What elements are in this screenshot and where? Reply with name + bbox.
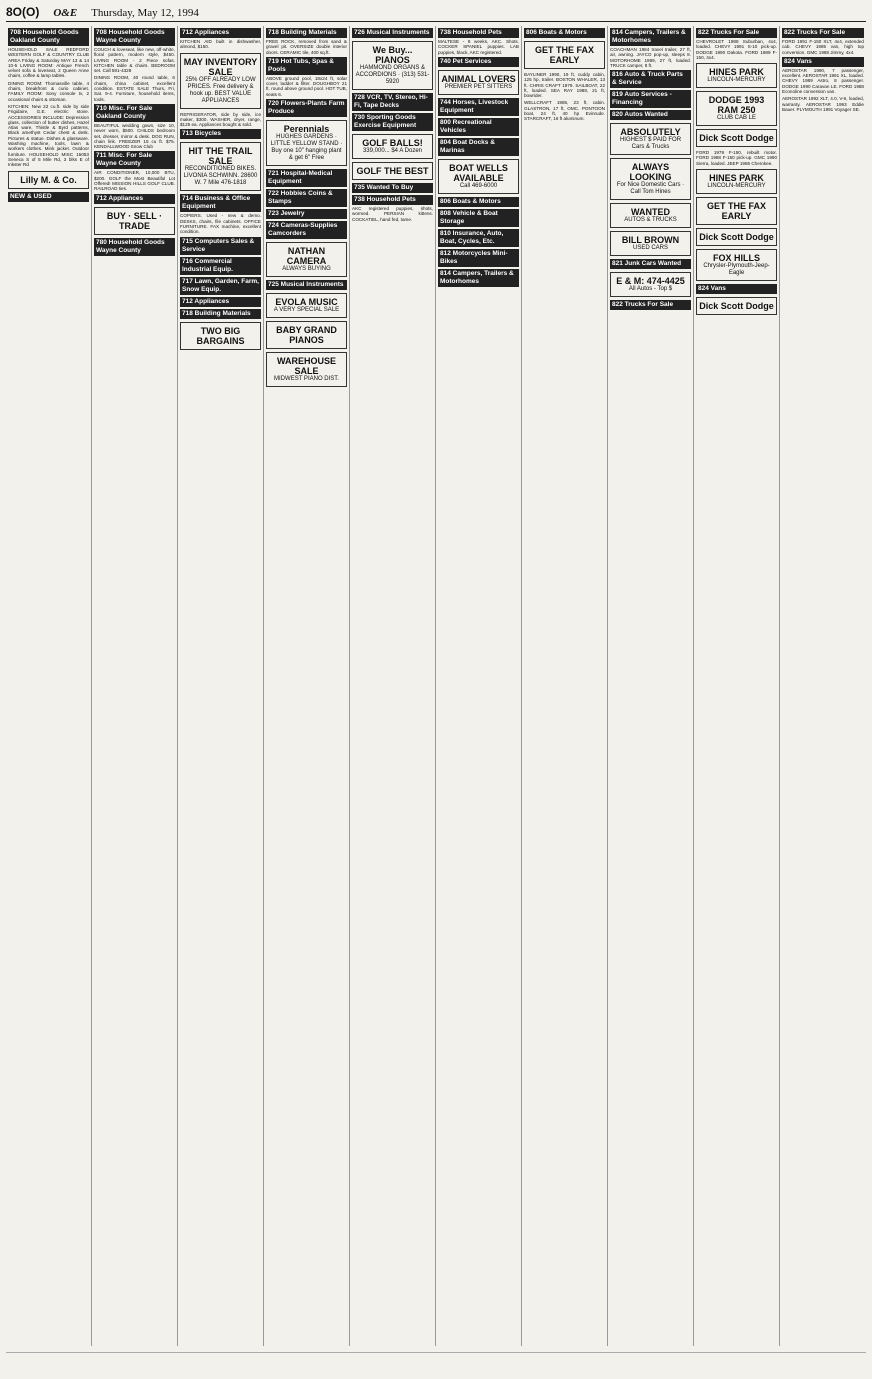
display-ad-subtext: HUGHES GARDENS · LITTLE YELLOW STAND · Buy one 10" hanging plant & get 6" Free [270, 134, 343, 162]
display-ad-headline: Perennials [283, 124, 330, 135]
section-heading: 735 Wanted To Buy [352, 183, 433, 193]
display-ad-headline: HINES PARK [709, 173, 764, 184]
classified-column [178, 26, 264, 1346]
display-ad-headline: WAREHOUSE SALE [276, 356, 336, 377]
display-ad-box [610, 123, 691, 155]
display-ad-headline: Lilly M. & Co. [20, 174, 77, 185]
display-ad-headline: ALWAYS LOOKING [629, 162, 672, 183]
section-heading: 717 Lawn, Garden, Farm, Snow Equip. [180, 277, 261, 295]
classified-ad: REFRIGERATOR, side by side, ice maker, $300. WASHER, dryer, range, $125 ea. Appliances bought & sold. [180, 111, 261, 128]
classified-column [436, 26, 522, 1346]
section-heading: 712 Appliances [180, 28, 261, 38]
display-ad-headline: ANIMAL LOVERS [441, 73, 516, 84]
display-ad-subtext: 339,000... $4 A Dozen [362, 148, 423, 154]
display-ad-headline: E & M: 474-4425 [616, 276, 685, 287]
display-ad-box [352, 41, 433, 90]
display-ad-box [266, 293, 347, 318]
section-heading: 716 Commercial Industrial Equip. [180, 257, 261, 275]
display-ad-subtext: AUTOS & TRUCKS [624, 217, 677, 224]
display-ad-headline: HINES PARK [709, 67, 764, 78]
classified-ad: FORD 1991 F-150 XLT, 4x4, extended cab. CHEVY 1985 van, high top conversion. GMC 1988 Jimmy, 4x4. [782, 39, 864, 55]
classified-column [92, 26, 178, 1346]
section-heading: 738 Household Pets [438, 28, 519, 38]
display-ad-box [180, 142, 261, 191]
display-ad-box [696, 297, 777, 315]
classified-ad: AIR CONDITIONER, 10,000 BTU, $200. GOLF the Most Beautiful Lot Offered! MISSION HILLS GOLF CLUB. RAILROAD ties. [94, 170, 175, 192]
classified-column [522, 26, 608, 1346]
classified-ad: WELLCRAFT 1985, 23 ft, cabin. GLASTRON, 17 ft, OMC. PONTOON boat, 24 ft, 40 hp Evinrude. STARCRAFT, 16 ft aluminum. [524, 100, 605, 122]
display-ad-headline: HIT THE TRAIL SALE [188, 146, 253, 167]
display-ad-headline: MAY INVENTORY SALE [183, 56, 258, 77]
display-ad-subtext: USED CARS [632, 245, 668, 252]
display-ad-box [696, 63, 777, 88]
section-heading: 814 Campers, Trailers & Motorhomes [610, 28, 691, 46]
classified-ad: KITCHEN: New 22 cu.ft. side by side Frigidaire, G.E. electric stove. ACCESSORIES INCLUDE: Depression glass, collection of butter dishes, Hazel Atlas ware, Thistle & Byrd patterns, Black amethyst Cedar chest & desk. Pictures & statue. Dishes & glassware. Washing machine, tools, lawn & workers clothes. Mink jacket. Outdoor furniture. HOUSEHOLD MISC 15053 Seneca S of 5 Mile Rd, 3 blks E of Inkster Rd [8, 103, 89, 168]
section-heading: 730 Sporting Goods Exercise Equipment [352, 113, 433, 131]
classified-ad: DINING ROOM, 40 round table, 6 chairs, china cabinet, excellent condition. ESTATE SALE Thurs, Fri, Sat. 9-4. Furniture, household items, tools. [94, 75, 175, 102]
section-heading: 822 Trucks For Sale [610, 300, 691, 310]
section-heading: 816 Auto & Truck Parts & Service [610, 70, 691, 88]
section-heading: 711 Misc. For Sale Wayne County [94, 151, 175, 169]
display-ad-headline: DODGE 1993 RAM 250 [708, 95, 765, 116]
display-ad-subtext: Chrysler-Plymouth-Jeep-Eagle [703, 263, 770, 277]
classified-column [780, 26, 866, 1346]
display-ad-subtext: PREMIER PET SITTERS [444, 83, 513, 90]
classified-ad: COPIERS. Used - new & demo. DESKS, chairs, file cabinets. OFFICE FURNITURE. FAX machine, excellent condition. [180, 213, 261, 235]
display-ad-box [696, 228, 777, 246]
display-ad-subtext: 25% OFF ALREADY LOW PRICES. Free delivery & hook up. BEST VALUE APPLIANCES [185, 76, 256, 104]
display-ad-box [610, 272, 691, 297]
section-heading: 720 Flowers-Plants Farm Produce [266, 99, 347, 117]
page-footer [6, 1352, 866, 1373]
classified-ad: HOUSEHOLD SALE REDFORD WESTERN GOLF & COUNTRY CLUB AREA Friday & Saturday MAY 13 & 14 10-5 LIVING ROOM: Antique French velvet sofa & loveseat, 2 Queen Anne chairs, coffee & lamp tables. [8, 47, 89, 79]
classified-column [264, 26, 350, 1346]
page-header [6, 2, 866, 22]
classified-columns [6, 26, 866, 1346]
display-ad-subtext: ALWAYS BUYING [282, 266, 331, 273]
display-ad-box [524, 41, 605, 69]
classified-ad: CHEVROLET 1988 Suburban, 4x4, loaded. CHEVY 1991 S-10 pick-up. DODGE 1990 Dakota. FORD 1989 F-150, 4x4. [696, 39, 777, 60]
display-ad-box [94, 207, 175, 235]
display-ad-subtext: HAMMOND ORGANS & ACCORDIONS · (313) 531-5920 [355, 65, 430, 85]
classified-ad: KITCHEN AID built in dishwasher, almond, $150. [180, 39, 261, 50]
display-ad-box [610, 158, 691, 200]
display-ad-box [8, 171, 89, 189]
display-ad-box [696, 249, 777, 281]
display-ad-subtext: Call 469-6000 [459, 182, 498, 189]
section-heading: 822 Trucks For Sale [782, 28, 864, 38]
classified-ad: BEAUTIFUL wedding gown, size 10, never worn, $500. CHILDS bedroom set, dresser, mirror & desk. DOG RUN, chain link. FREEZER 15 cu ft. $75. KENDALLWOOD Snow Club [94, 122, 175, 150]
display-ad-box [610, 203, 691, 228]
section-heading: 821 Junk Cars Wanted [610, 259, 691, 269]
section-heading: 804 Boat Docks & Marinas [438, 138, 519, 156]
display-ad-box [438, 159, 519, 194]
display-ad-box [352, 134, 433, 159]
classified-ad: MALTESE - 8 weeks, AKC. Shots. COCKER SPANIEL puppies. LAB puppies, black, AKC registered. [438, 39, 519, 55]
display-ad-headline: ABSOLUTELY [620, 127, 681, 138]
publication-name: O&E [53, 7, 78, 19]
section-heading: 806 Boats & Motors [524, 28, 605, 38]
section-heading: 722 Hobbies Coins & Stamps [266, 189, 347, 207]
display-ad-box [266, 242, 347, 277]
section-heading: 724 Cameras-Supplies Camcorders [266, 221, 347, 239]
display-ad-box [696, 129, 777, 147]
section-heading: 708 Household Goods Wayne County [94, 28, 175, 46]
section-heading: 819 Auto Services - Financing [610, 90, 691, 108]
section-heading: 740 Pet Services [438, 57, 519, 67]
section-heading: 712 Appliances [180, 297, 261, 307]
display-ad-box [180, 53, 261, 109]
display-ad-headline: FOX HILLS [713, 253, 760, 264]
section-heading: 806 Boats & Motors [438, 197, 519, 207]
display-ad-headline: GOLF THE BEST [356, 166, 429, 176]
display-ad-headline: BILL BROWN [621, 235, 680, 246]
display-ad-subtext: RECONDITIONED BIKES. LIVONIA SCHWINN. 28600 W. 7 Mile 476-1818 [183, 166, 258, 187]
display-ad-headline: BOAT WELLS AVAILABLE [449, 162, 508, 183]
display-ad-subtext: All Autos - Top $ [628, 286, 673, 293]
section-heading: 824 Vans [782, 57, 864, 67]
display-ad-headline: GET THE FAX EARLY [706, 201, 766, 222]
section-heading: NEW & USED [8, 192, 89, 202]
section-heading: 723 Jewelry [266, 209, 347, 219]
section-heading: 725 Musical Instruments [266, 280, 347, 290]
section-heading: 822 Trucks For Sale [696, 28, 777, 38]
display-ad-headline: TWO BIG BARGAINS [196, 325, 245, 346]
display-ad-subtext: LINCOLN-MERCURY [707, 77, 766, 84]
display-ad-headline: BABY GRAND PIANOS [276, 325, 337, 346]
section-heading: 780 Household Goods Wayne County [94, 238, 175, 256]
section-heading: 714 Business & Office Equipment [180, 194, 261, 212]
display-ad-box [266, 120, 347, 166]
classified-ad: AKC registered puppies, shots, wormed. PERSIAN kittens. COCKATIEL, hand fed, tame. [352, 206, 433, 222]
display-ad-headline: Dick Scott Dodge [699, 133, 774, 144]
section-heading: 808 Vehicle & Boat Storage [438, 209, 519, 227]
classified-ad: FREE ROCK, removed from sand & gravel pit. OVERSIZE double interior doors. CERAMIC tile, 400 sq.ft. [266, 39, 347, 55]
display-ad-box [696, 91, 777, 126]
section-heading: 719 Hot Tubs, Spas & Pools [266, 57, 347, 75]
display-ad-headline: NATHAN CAMERA [286, 246, 327, 267]
classified-ad: AEROSTAR 1990, 7 passenger, excellent. AEROSTAR 1991 XL, loaded. CHEVY 1989 Astro, 8 passenger. DODGE 1990 Caravan LE. FORD 1988 Econoline conversion van. [782, 67, 864, 95]
display-ad-box [352, 162, 433, 180]
page-number: 8O(O) [6, 5, 40, 19]
display-ad-headline: Dick Scott Dodge [699, 301, 774, 312]
display-ad-headline: EVOLA MUSIC [275, 297, 338, 308]
display-ad-headline: BUY · SELL · TRADE [106, 210, 163, 231]
section-heading: 738 Household Pets [352, 195, 433, 205]
display-ad-box [696, 169, 777, 194]
section-heading: 713 Bicycles [180, 129, 261, 139]
section-heading: 728 VCR, TV, Stereo, Hi-Fi, Tape Decks [352, 93, 433, 111]
classified-column [6, 26, 92, 1346]
publication-date: Thursday, May 12, 1994 [91, 7, 199, 19]
section-heading: 718 Building Materials [266, 28, 347, 38]
display-ad-subtext: CLUB CAB LE [716, 115, 756, 122]
classified-column [350, 26, 436, 1346]
display-ad-box [266, 352, 347, 387]
section-heading: 824 Vans [696, 284, 777, 294]
section-heading: 726 Musical Instruments [352, 28, 433, 38]
section-heading: 800 Recreational Vehicles [438, 118, 519, 136]
display-ad-subtext: MIDWEST PIANO DIST. [274, 376, 339, 383]
classified-ad: COUCH & loveseat, like new, off-white, floral pattern, modern style, $450. LIVING ROOM - 2 Piece sofas. KITCHEN table & chairs. BEDROOM set. Call 591-4328 [94, 47, 175, 74]
display-ad-headline: GET THE FAX EARLY [534, 45, 594, 65]
section-heading: 820 Autos Wanted [610, 110, 691, 120]
classified-column [608, 26, 694, 1346]
display-ad-headline: GOLF BALLS! [362, 138, 423, 148]
section-heading: 718 Building Materials [180, 309, 261, 319]
section-heading: 721 Hospital-Medical Equipment [266, 169, 347, 187]
display-ad-box [610, 231, 691, 256]
section-heading: 744 Horses, Livestock Equipment [438, 98, 519, 116]
classified-ad: BAYLINER 1990, 19 ft, cuddy cabin, 125 hp, trailer. BOSTON WHALER, 13 ft. CHRIS CRAFT 1979. SAILBOAT, 22 ft, loaded. SEA RAY 1988, 21 ft, bowrider. [524, 72, 605, 99]
classified-ad: COACHMAN 1984 travel trailer, 27 ft, air, awning. JAYCO pop-up, sleeps 8. MOTORHOME 1989, 27 ft, loaded. TRUCK camper, 8 ft. [610, 47, 691, 68]
display-ad-box [438, 70, 519, 95]
display-ad-headline: Dick Scott Dodge [699, 232, 774, 243]
section-heading: 708 Household Goods Oakland County [8, 28, 89, 46]
display-ad-subtext: A VERY SPECIAL SALE [273, 307, 340, 314]
display-ad-box [180, 322, 261, 350]
section-heading: 812 Motorcycles Mini-Bikes [438, 249, 519, 267]
section-heading: 710 Misc. For Sale Oakland County [94, 104, 175, 122]
display-ad-subtext: HIGHEST $ PAID FOR Cars & Trucks [619, 137, 682, 151]
classified-column [694, 26, 780, 1346]
classified-ad: ABOVE ground pool, 18x24 ft, solar cover, ladder & filter. DOUGHBOY 21 ft. round above ground pool. HOT TUB, seats 6. [266, 75, 347, 97]
display-ad-subtext: LINCOLN-MERCURY [707, 183, 766, 190]
display-ad-headline: We Buy... PIANOS [372, 45, 413, 65]
classified-ad: AEROSTAR 1992 XLT, 4.0, V-6, loaded, warranty. AEROSTAR 1993 Eddie Bauer. PLYMOUTH 1991 Voyager SE. [782, 96, 864, 112]
section-heading: 810 Insurance, Auto, Boat, Cycles, Etc. [438, 229, 519, 247]
section-heading: 712 Appliances [94, 194, 175, 204]
classified-ad: FORD 1979 F-150, rebuilt motor. FORD 1988 F-150 pick-up. GMC 1990 Sierra, loaded. JEEP 1986 Cherokee. [696, 150, 777, 166]
classified-ad: DINING ROOM: Thomasville table, 4 chairs, breakfront & curio cabinet. FAMILY ROOM: Sony console tv, 2 occasional chairs & ottoman. [8, 80, 89, 102]
section-heading: 715 Computers Sales & Service [180, 237, 261, 255]
section-heading: 814 Campers, Trailers & Motorhomes [438, 269, 519, 287]
display-ad-subtext: For Nice Domestic Cars · Call Tom Hines [616, 182, 685, 196]
display-ad-box [266, 321, 347, 349]
display-ad-headline: WANTED [631, 207, 670, 218]
display-ad-box [696, 197, 777, 225]
